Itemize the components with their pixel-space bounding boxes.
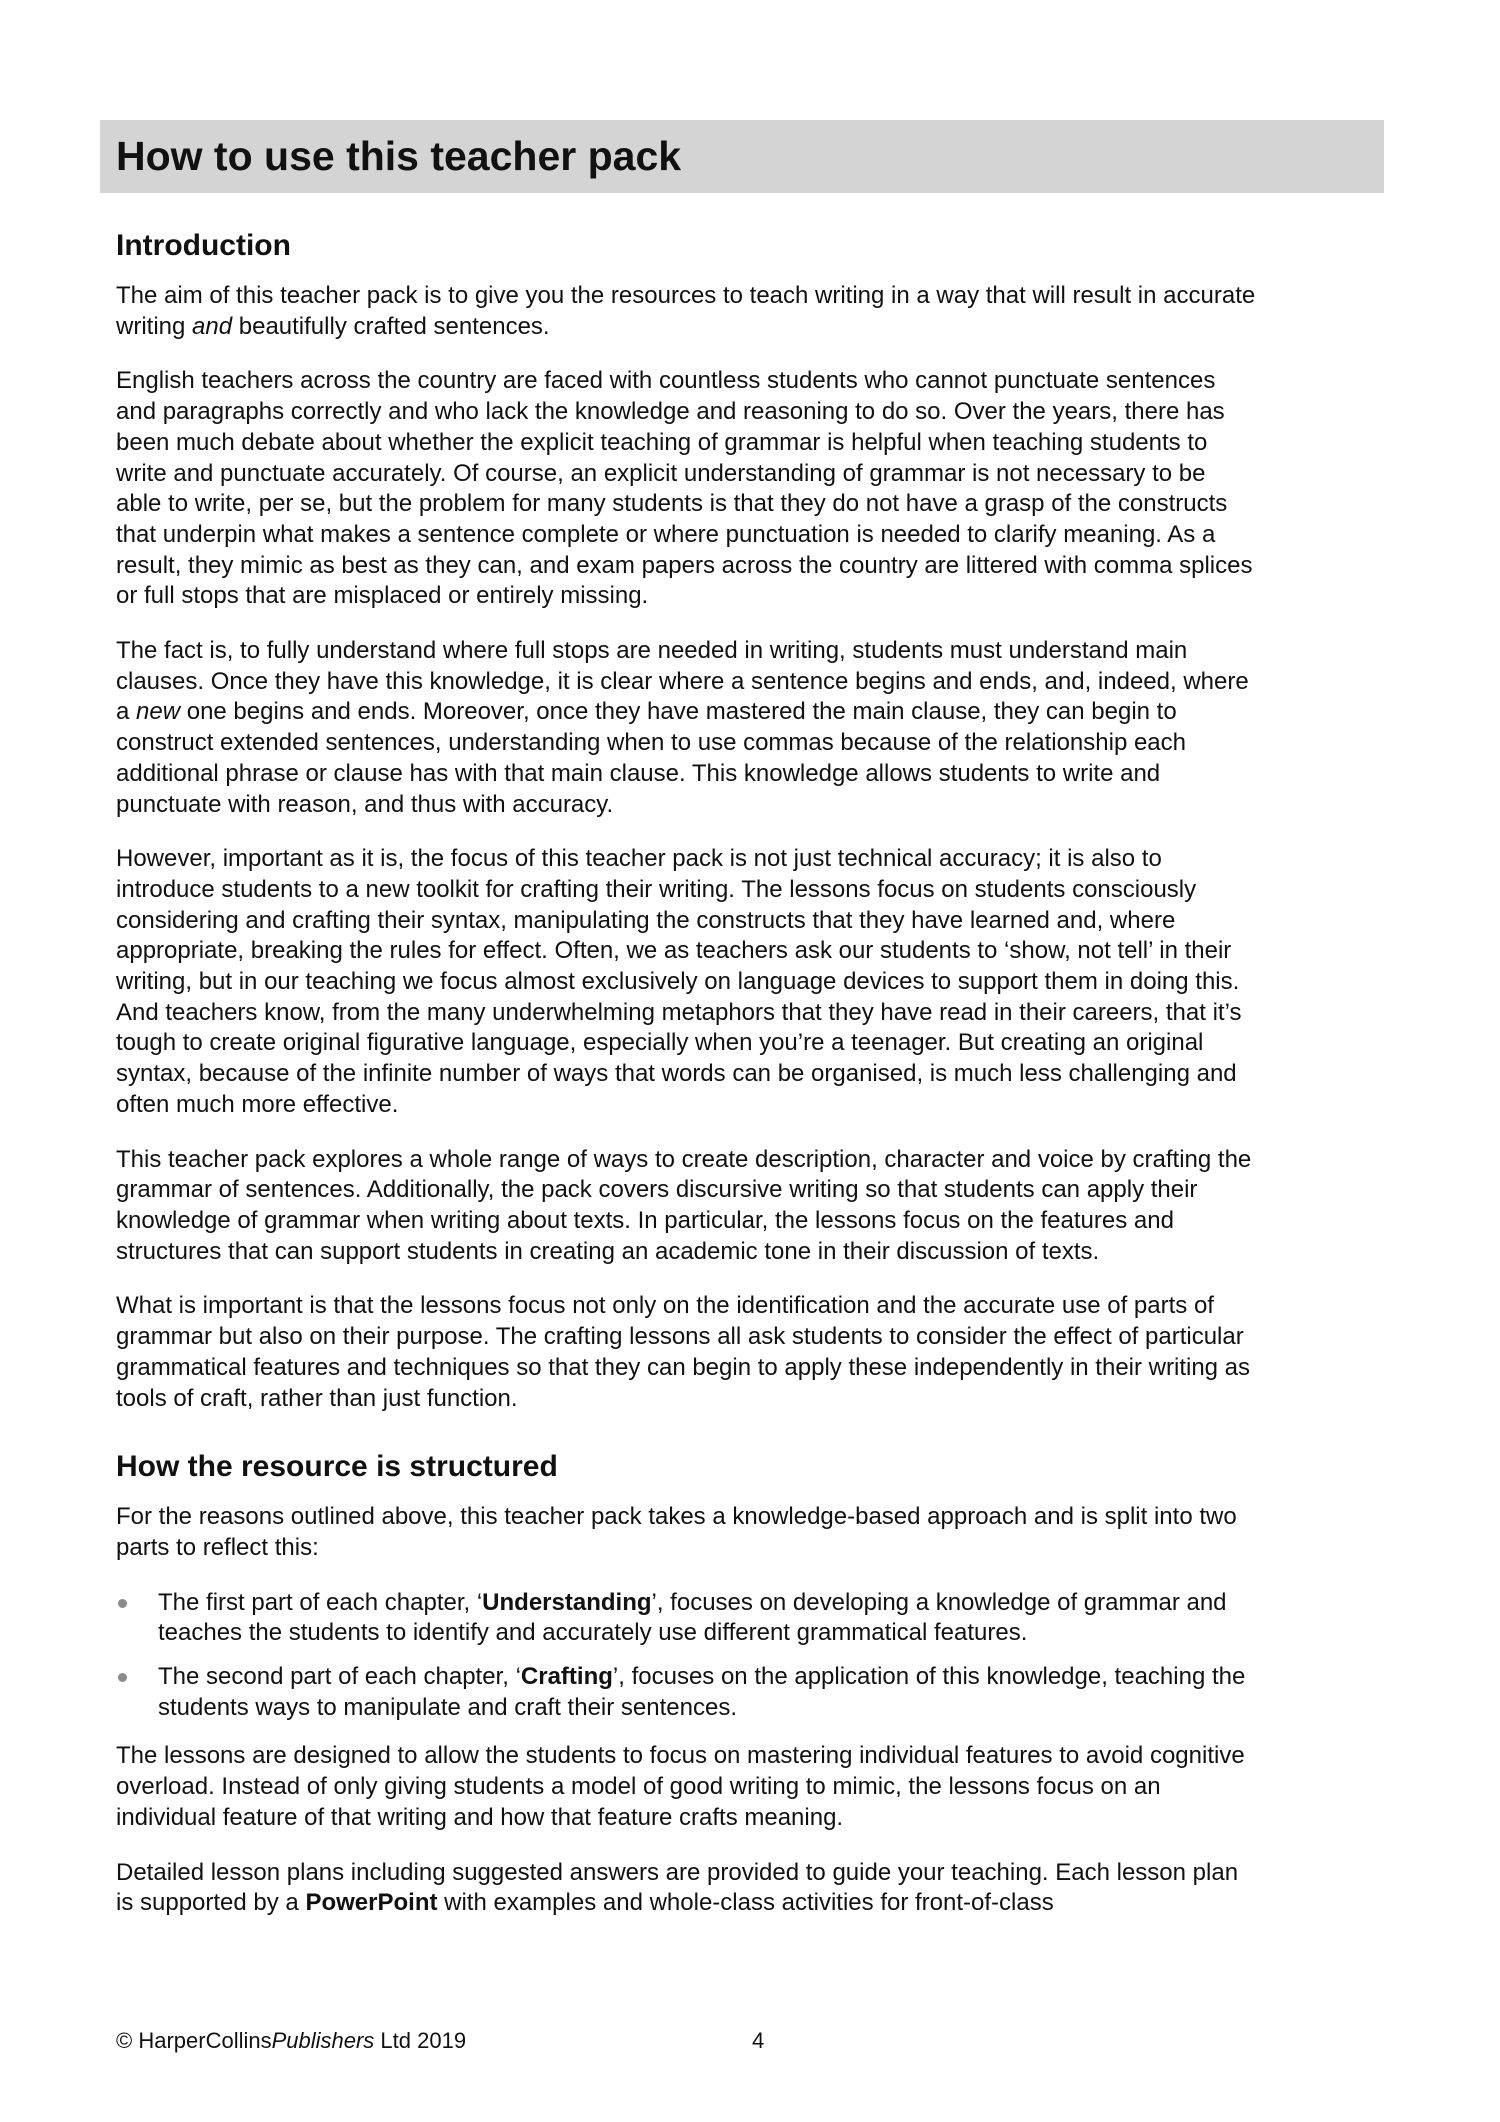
text-run: Detailed lesson plans including suggested answers are provided to guide your teaching. Each lesson plan is supported by a [116, 1858, 1239, 1917]
intro-paragraph-3 [116, 636, 1256, 820]
bold-term: PowerPoint [305, 1889, 438, 1917]
title-banner [100, 120, 1384, 193]
copyright-notice [116, 2027, 466, 2055]
bullet-dot-icon [118, 1599, 127, 1608]
intro-paragraph-1 [116, 281, 1256, 342]
intro-paragraph-5: This teacher pack explores a whole range of ways to create description, character and voice by crafting the grammar of sentences. Additionally, the pack covers discursive writing so that students can apply their knowledge of grammar when writing about texts. In particular, the lessons focus on the features and structures that can support students in creating an academic tone in their discussion of texts. [116, 1145, 1252, 1265]
text-run: The fact is, to fully understand where full stops are needed in writing, students must understand main clauses. Once they have this knowledge, it is clear where a sentence begins and ends, and, indeed, where a [116, 637, 1249, 726]
text-run: Ltd 2019 [374, 2028, 467, 2053]
emphasis-text: and [192, 312, 233, 340]
page-title: How to use this teacher pack [116, 133, 682, 179]
text-run: with examples and whole-class activities for front-of-class [437, 1889, 1054, 1917]
bullet-list [116, 1588, 1256, 1724]
bullet-item-crafting [116, 1662, 1256, 1723]
section-heading-structure: How the resource is structured [116, 1450, 558, 1484]
text-run: The aim of this teacher pack is to give you the resources to teach writing in a way that will result in accurate writing [116, 282, 1256, 340]
emphasis-text: new [136, 698, 181, 726]
structure-paragraph-3 [116, 1858, 1256, 1919]
emphasis-text: Publishers [271, 2028, 375, 2053]
structure-paragraph-1: For the reasons outlined above, this teacher pack takes a knowledge-based approach and is split into two parts to reflect this: [116, 1503, 1237, 1561]
structure-paragraph-2: The lessons are designed to allow the students to focus on mastering individual features to avoid cognitive overload. Instead of only giving students a model of good writing to mimic, the lessons focus on an individual feature of that writing and how that feature crafts meaning. [116, 1742, 1245, 1831]
text-run: one begins and ends. Moreover, once they have mastered the main clause, they can begin to construct extended sentences, understanding when to use commas because of the relationship each additional phrase or clause has with that main clause. This knowledge allows students to write and punctuate with reason, and thus with accuracy. [116, 698, 1187, 818]
text-run: The second part of each chapter, ‘ [158, 1663, 521, 1691]
text-run: ’, focuses on the application of this knowledge, teaching the students ways to manipulate and craft their sentences. [158, 1663, 1246, 1721]
bullet-item-understanding [116, 1588, 1256, 1649]
bold-term: Crafting [520, 1663, 613, 1691]
intro-paragraph-2: English teachers across the country are faced with countless students who cannot punctuate sentences and paragraphs correctly and who lack the knowledge and reasoning to do so. Over the years, there has been much debate about whether the explicit teaching of grammar is helpful when teaching students to write and punctuate accurately. Of course, an explicit understanding of grammar is not necessary to be able to write, per se, but the problem for many students is that they do not have a grasp of the constructs that underpin what makes a sentence complete or where punctuation is needed to clarify meaning. As a result, they mimic as best as they can, and exam papers across the country are littered with comma splices or full stops that are misplaced or entirely missing. [116, 367, 1253, 610]
text-run: The first part of each chapter, ‘ [158, 1588, 483, 1616]
section-heading-introduction: Introduction [116, 229, 291, 262]
intro-paragraph-4: However, important as it is, the focus of this teacher pack is not just technical accuracy; it is also to introduce students to a new toolkit for crafting their writing. The lessons focus on students consciously considering and crafting their syntax, manipulating the constructs that they have learned and, where appropriate, breaking the rules for effect. Often, we as teachers ask our students to ‘show, not tell’ in their writing, but in our teaching we focus almost exclusively on language devices to support them in doing this. And teachers know, from the many underwhelming metaphors that they have read in their careers, that it’s tough to create original figurative language, especially when you’re a teenager. But creating an original syntax, because of the infinite number of ways that words can be organised, is much less challenging and often much more effective. [116, 845, 1242, 1118]
bullet-dot-icon [118, 1673, 127, 1682]
page-number: 4 [752, 2028, 765, 2053]
text-run: beautifully crafted sentences. [232, 312, 550, 340]
bold-term: Understanding [482, 1588, 652, 1616]
text-run: © HarperCollins [116, 2028, 272, 2053]
text-run: ’, focuses on developing a knowledge of grammar and teaches the students to identify and accurately use different grammatical features. [158, 1588, 1227, 1647]
page-content [116, 227, 1256, 1943]
intro-paragraph-6: What is important is that the lessons focus not only on the identification and the accurate use of parts of grammar but also on their purpose. The crafting lessons all ask students to consider the effect of particular grammatical features and techniques so that they can begin to apply these independently in their writing as tools of craft, rather than just function. [116, 1292, 1251, 1412]
